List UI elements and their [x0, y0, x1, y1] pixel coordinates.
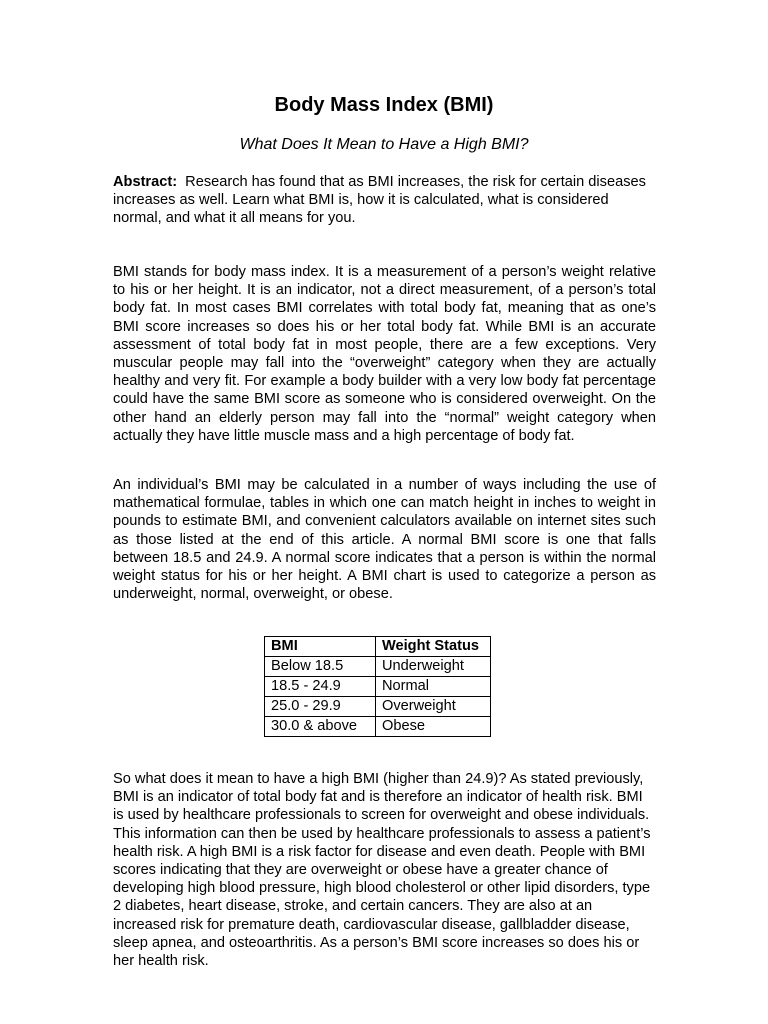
table-cell-bmi: 25.0 - 29.9 — [265, 697, 376, 717]
table-header-bmi: BMI — [265, 637, 376, 657]
page-subtitle: What Does It Mean to Have a High BMI? — [239, 136, 529, 153]
table-cell-bmi: Below 18.5 — [265, 657, 376, 677]
paragraph-high-bmi: So what does it mean to have a high BMI (higher than 24.9)? As stated previously, BMI is an indicator of total body fat and is therefore an indicator of health risk. BMI is used by healthcare professionals to screen for overweight and obese individuals. This information can then be used by healthcare professionals to assess a patient’s health risk. A high BMI is a risk factor for disease and even death. People with BMI scores indicating that they are overweight or obese have a greater chance of developing high blood pressure, high blood cholesterol or other lipid disorders, type 2 diabetes, heart disease, stroke, and certain cancers. They are also at an increased risk for premature death, cardiovascular disease, gallbladder disease, sleep apnea, and osteoarthritis. As a person’s BMI score increases so does his or her health risk. — [113, 771, 651, 970]
bmi-weight-status-table — [264, 636, 491, 737]
table-cell-status: Obese — [376, 717, 491, 737]
abstract — [113, 173, 656, 228]
table-cell-bmi: 30.0 & above — [265, 717, 376, 737]
paragraph-bmi-calculation: An individual’s BMI may be calculated in a number of ways including the use of mathematical formulae, tables in which one can match height in inches to weight in pounds to estimate BMI, and convenient calculators available on internet sites such as those listed at the end of this article. A normal BMI score is one that falls between 18.5 and 24.9. A normal score indicates that a person is within the normal weight status for his or her height. A BMI chart is used to categorize a person as underweight, normal, overweight, or obese. — [113, 477, 656, 603]
abstract-label: Abstract: — [113, 174, 178, 190]
table-header-row — [265, 637, 491, 657]
table-cell-bmi: 18.5 - 24.9 — [265, 677, 376, 697]
page-title: Body Mass Index (BMI) — [274, 94, 494, 116]
table-row — [265, 717, 491, 737]
table-row — [265, 677, 491, 697]
table-row — [265, 657, 491, 677]
table-cell-status: Underweight — [376, 657, 491, 677]
table-cell-status: Normal — [376, 677, 491, 697]
abstract-text: Research has found that as BMI increases, the risk for certain diseases increases as well. Learn what BMI is, how it is calculated, what is considered normal, and what it all means for you. — [113, 174, 646, 227]
table-cell-status: Overweight — [376, 697, 491, 717]
table-header-weight-status: Weight Status — [376, 637, 491, 657]
paragraph-bmi-definition: BMI stands for body mass index. It is a measurement of a person’s weight relative to his or her height. It is an indicator, not a direct measurement, of a person’s total body fat. In most cases BMI correlates with total body fat, meaning that as one’s BMI score increases so does his or her total body fat. While BMI is an accurate assessment of total body fat in most people, there are a few exceptions. Very muscular people may fall into the “overweight” category when they are actually healthy and very fit. For example a body builder with a very low body fat percentage could have the same BMI score as someone who is considered overweight. On the other hand an elderly person may fall into the “normal” weight category when actually they have little muscle mass and a high percentage of body fat. — [113, 264, 656, 444]
table-row — [265, 697, 491, 717]
